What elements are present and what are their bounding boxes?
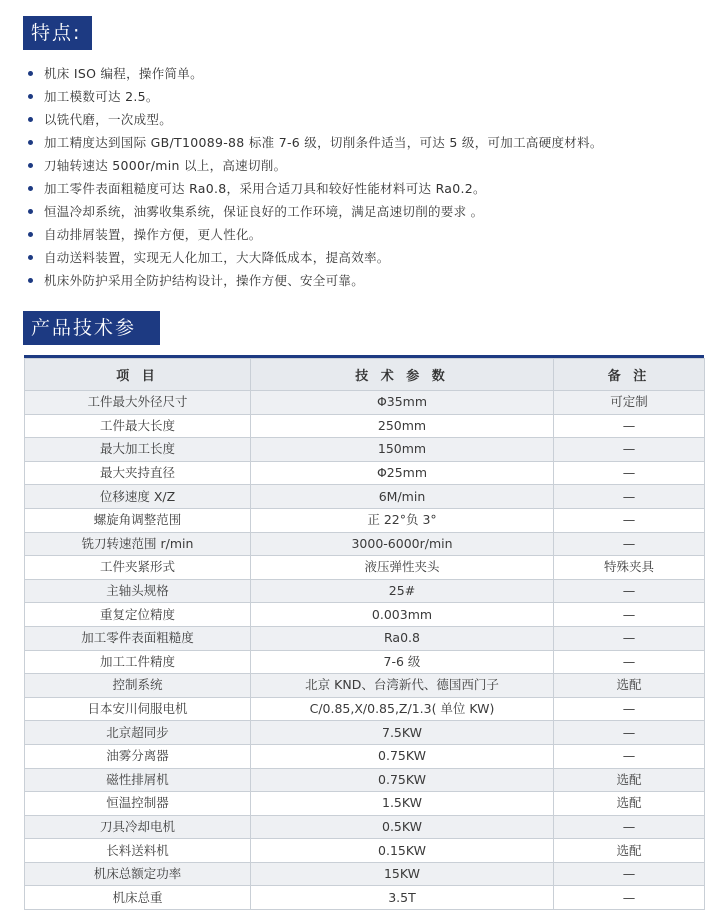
feature-text: 机床外防护采用全防护结构设计，操作方便、安全可靠。 [44,273,365,288]
cell-remark: — [554,650,705,674]
table-row [25,438,705,462]
cell-spec: 3000-6000r/min [251,532,554,556]
table-row [25,744,705,768]
table-row [25,556,705,580]
cell-spec: 250mm [251,414,554,438]
cell-spec: 液压弹性夹头 [251,556,554,580]
cell-spec: 3.5T [251,886,554,910]
feature-text: 机床 ISO 编程，操作简单。 [44,66,203,81]
cell-spec: 北京 KND、台湾新代、德国西门子 [251,674,554,698]
cell-item: 工件夹紧形式 [25,556,251,580]
cell-item: 油雾分离器 [25,744,251,768]
table-row [25,508,705,532]
cell-remark: — [554,603,705,627]
cell-remark: — [554,721,705,745]
table-row [25,485,705,509]
header-remark: 备 注 [554,359,705,391]
cell-remark: 选配 [554,768,705,792]
cell-remark: 选配 [554,792,705,816]
cell-remark: 选配 [554,674,705,698]
cell-spec: 150mm [251,438,554,462]
table-header-row [25,359,705,391]
cell-spec: Φ35mm [251,391,554,415]
cell-item: 机床总重 [25,886,251,910]
table-row [25,768,705,792]
cell-remark: — [554,886,705,910]
params-table [24,358,705,910]
table-row [25,862,705,886]
cell-remark: — [554,579,705,603]
bullet-icon [28,163,33,168]
cell-item: 最大夹持直径 [25,461,251,485]
params-table-wrapper [24,355,704,910]
cell-item: 控制系统 [25,674,251,698]
cell-item: 机床总额定功率 [25,862,251,886]
feature-item [27,246,707,269]
cell-spec: 0.75KW [251,744,554,768]
cell-remark: — [554,485,705,509]
feature-text: 自动排屑装置，操作方便，更人性化。 [44,227,262,242]
table-row [25,839,705,863]
cell-remark: — [554,414,705,438]
cell-item: 恒温控制器 [25,792,251,816]
cell-spec: 7-6 级 [251,650,554,674]
cell-remark: 可定制 [554,391,705,415]
feature-text: 以铣代磨，一次成型。 [44,112,173,127]
bullet-icon [28,71,33,76]
feature-text: 加工模数可达 2.5。 [44,89,159,104]
feature-text: 加工精度达到国际 GB/T10089-88 标准 7-6 级，切削条件适当，可达 5 级，可加工高硬度材料。 [44,135,603,150]
bullet-icon [28,94,33,99]
cell-item: 工件最大外径尺寸 [25,391,251,415]
cell-spec: 1.5KW [251,792,554,816]
table-row [25,792,705,816]
cell-item: 位移速度 X/Z [25,485,251,509]
table-row [25,674,705,698]
table-row [25,886,705,910]
feature-item [27,200,707,223]
feature-item [27,62,707,85]
cell-remark: — [554,626,705,650]
cell-spec: 25# [251,579,554,603]
table-row [25,579,705,603]
cell-spec: 0.75KW [251,768,554,792]
cell-item: 加工零件表面粗糙度 [25,626,251,650]
cell-spec: 6M/min [251,485,554,509]
cell-item: 重复定位精度 [25,603,251,627]
table-row [25,650,705,674]
cell-remark: 特殊夹具 [554,556,705,580]
feature-item [27,131,707,154]
cell-item: 螺旋角调整范围 [25,508,251,532]
cell-remark: — [554,815,705,839]
cell-item: 铣刀转速范围 r/min [25,532,251,556]
cell-remark: — [554,438,705,462]
cell-item: 主轴头规格 [25,579,251,603]
table-row [25,815,705,839]
cell-remark: — [554,697,705,721]
cell-spec: Ra0.8 [251,626,554,650]
feature-item [27,108,707,131]
table-row [25,626,705,650]
cell-spec: 正 22°负 3° [251,508,554,532]
bullet-icon [28,186,33,191]
cell-spec: 0.15KW [251,839,554,863]
table-body [25,391,705,910]
table-row [25,532,705,556]
cell-item: 加工工件精度 [25,650,251,674]
bullet-icon [28,117,33,122]
cell-spec: 15KW [251,862,554,886]
table-row [25,721,705,745]
feature-item [27,223,707,246]
bullet-icon [28,278,33,283]
cell-remark: — [554,508,705,532]
cell-item: 日本安川伺服电机 [25,697,251,721]
feature-text: 自动送料装置，实现无人化加工，大大降低成本，提高效率。 [44,250,390,265]
table-row [25,461,705,485]
cell-item: 最大加工长度 [25,438,251,462]
features-list [27,62,707,292]
features-title: 特点: [23,16,92,50]
feature-item [27,85,707,108]
cell-spec: 0.5KW [251,815,554,839]
cell-remark: — [554,862,705,886]
table-row [25,391,705,415]
params-title: 产品技术参 [23,311,160,345]
cell-item: 长料送料机 [25,839,251,863]
feature-item [27,154,707,177]
feature-text: 加工零件表面粗糙度可达 Ra0.8，采用合适刀具和较好性能材料可达 Ra0.2。 [44,181,486,196]
cell-remark: — [554,744,705,768]
cell-item: 磁性排屑机 [25,768,251,792]
cell-remark: — [554,532,705,556]
table-row [25,414,705,438]
header-spec: 技 术 参 数 [251,359,554,391]
cell-item: 北京超同步 [25,721,251,745]
cell-spec: 0.003mm [251,603,554,627]
feature-item [27,269,707,292]
cell-item: 工件最大长度 [25,414,251,438]
header-item: 项 目 [25,359,251,391]
feature-text: 恒温冷却系统，油雾收集系统，保证良好的工作环境，满足高速切削的要求 。 [44,204,484,219]
cell-spec: 7.5KW [251,721,554,745]
cell-remark: 选配 [554,839,705,863]
cell-item: 刀具冷却电机 [25,815,251,839]
cell-spec: C/0.85,X/0.85,Z/1.3( 单位 KW) [251,697,554,721]
cell-spec: Φ25mm [251,461,554,485]
table-row [25,603,705,627]
cell-remark: — [554,461,705,485]
table-row [25,697,705,721]
feature-text: 刀轴转速达 5000r/min 以上，高速切削。 [44,158,287,173]
bullet-icon [28,255,33,260]
bullet-icon [28,209,33,214]
bullet-icon [28,232,33,237]
bullet-icon [28,140,33,145]
feature-item [27,177,707,200]
